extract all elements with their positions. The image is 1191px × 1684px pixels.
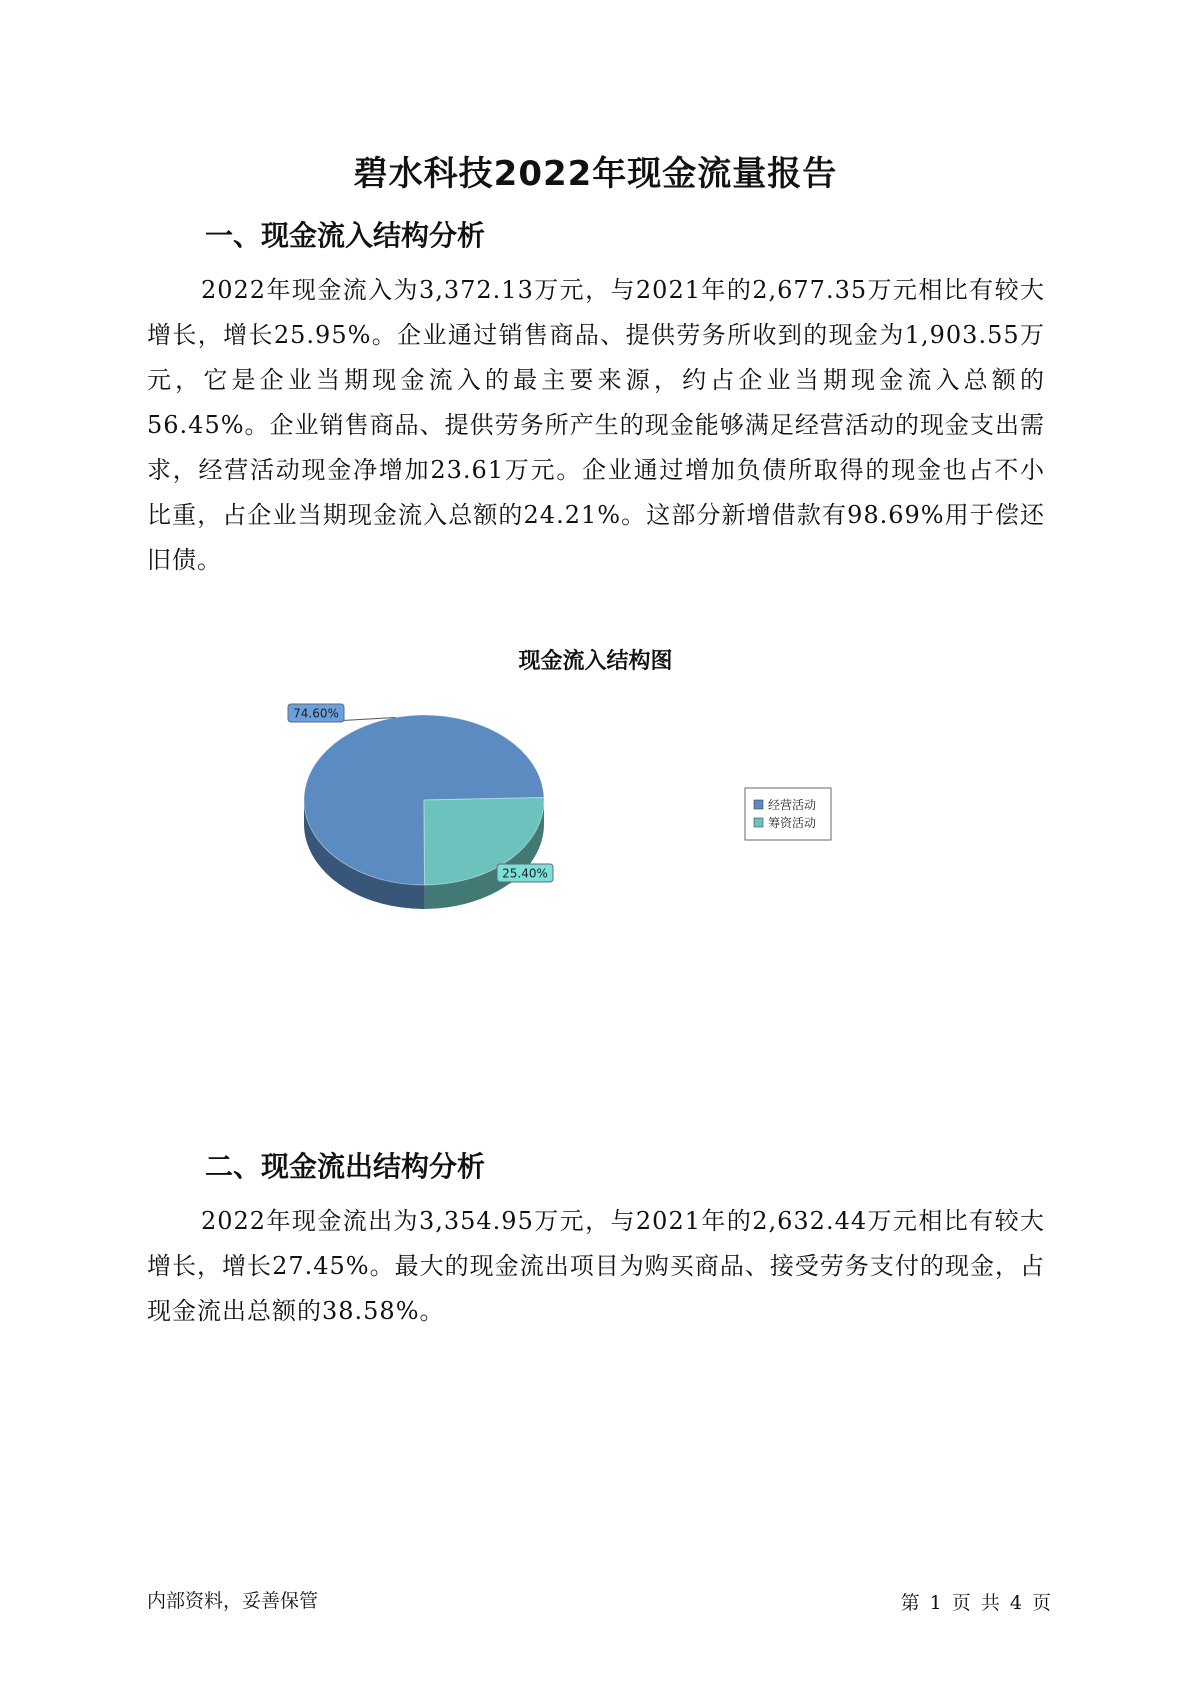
pie-chart <box>270 700 870 930</box>
section-heading-outflow: 二、现金流出结构分析 <box>205 1150 486 1183</box>
svg-text:经营活动: 经营活动 <box>768 798 817 812</box>
svg-text:筹资活动: 筹资活动 <box>768 816 817 830</box>
data-label-1 <box>497 864 553 883</box>
section-heading-inflow: 一、现金流入结构分析 <box>205 219 486 252</box>
paragraph-outflow: 2022年现金流出为3,354.95万元，与2021年的2,632.44万元相比有较大增长，增长27.45%。最大的现金流出项目为购买商品、接受劳务支付的现金，占现金流出总额的38.58%。 <box>147 1207 1045 1325</box>
footer-confidential-note: 内部资料，妥善保管 <box>147 1590 319 1612</box>
paragraph-inflow: 2022年现金流入为3,372.13万元，与2021年的2,677.35万元相比有较大增长，增长25.95%。企业通过销售商品、提供劳务所收到的现金为1,903.55万元，它是企业当期现金流入的最主要来源，约占企业当期现金流入总额的56.45%。企业销售商品、提供劳务所产生的现金能够满足经营活动的现金支出需求，经营活动现金净增加23.61万元。企业通过增加负债所取得的现金也占不小比重，占企业当期现金流入总额的24.21%。这部分新增借款有98.69%用于偿还旧债。 <box>147 276 1045 574</box>
svg-text:25.40%: 25.40% <box>502 866 548 881</box>
legend-box <box>745 788 831 840</box>
document-title: 碧水科技2022年现金流量报告 <box>353 154 838 194</box>
data-label-0 <box>288 704 395 722</box>
svg-text:74.60%: 74.60% <box>293 706 339 721</box>
footer-page-number: 第 1 页 共 4 页 <box>900 1592 1051 1614</box>
chart-title: 现金流入结构图 <box>518 649 673 674</box>
